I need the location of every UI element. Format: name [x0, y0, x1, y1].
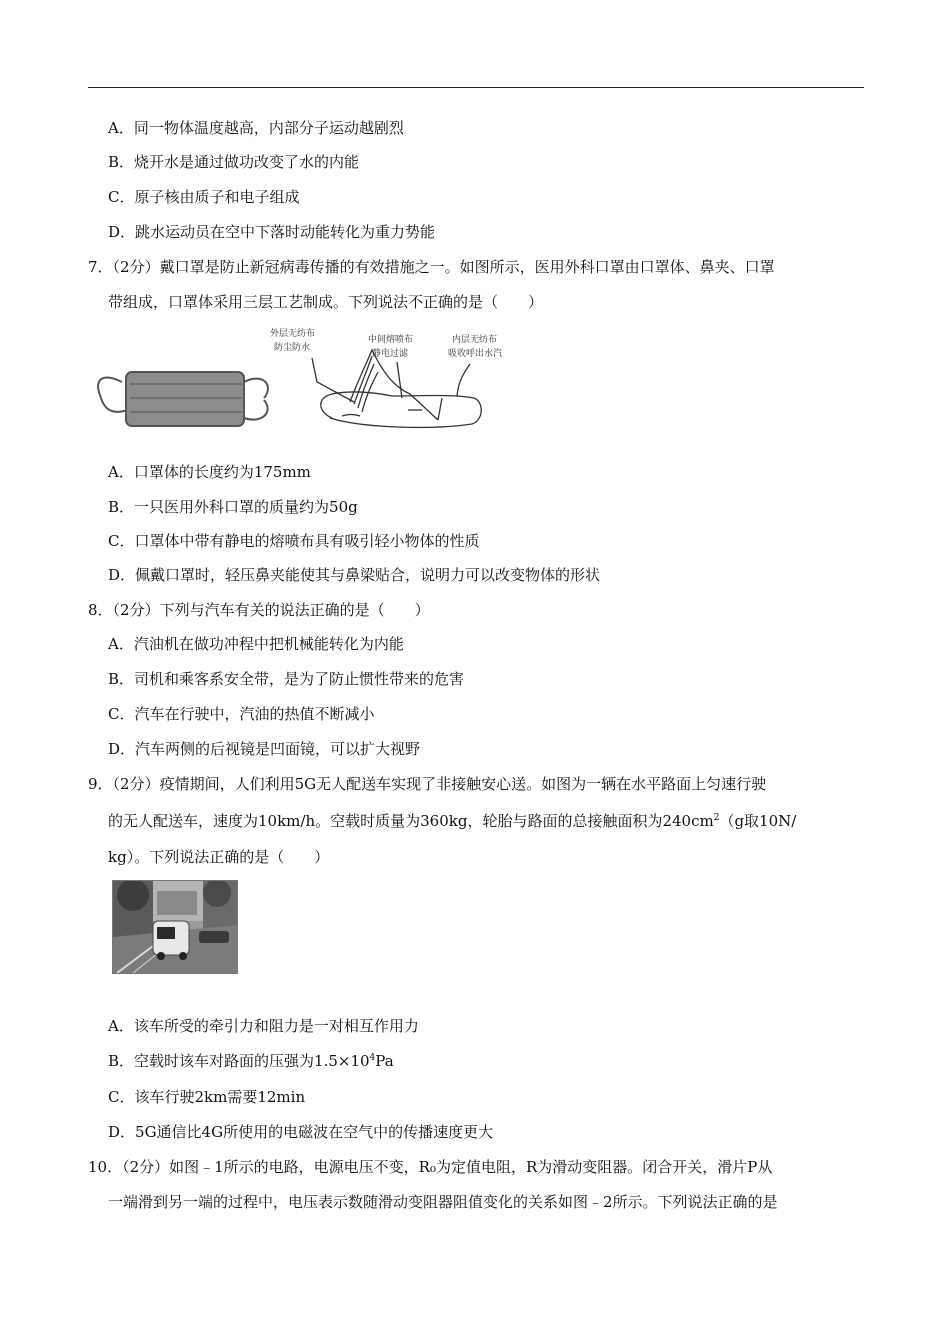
mask-figure: [92, 320, 512, 445]
label-outer-layer-2: 防尘防水: [274, 343, 311, 353]
label-inner-layer-2: 吸收呼出水汽: [448, 349, 503, 359]
q7-option-c: C．口罩体中带有静电的熔喷布具有吸引轻小物体的性质: [108, 532, 480, 550]
q6-option-d: D．跳水运动员在空中下落时动能转化为重力势能: [108, 223, 436, 241]
q7-option-a: A．口罩体的长度约为175mm: [108, 463, 311, 481]
q9-option-c: C．该车行驶2km需要12min: [108, 1088, 306, 1106]
q10-stem-line2: 一端滑到另一端的过程中，电压表示数随滑动变阻器阻值变化的关系如图﹣2所示。下列说法正确的是: [108, 1193, 778, 1211]
q9-option-d: D．5G通信比4G所使用的电磁波在空气中的传播速度更大: [108, 1123, 494, 1141]
q9-stem-line2: 的无人配送车，速度为10km/h。空载时质量为360kg，轮胎与路面的总接触面积为$240cm^2(g$取10N/: [108, 812, 797, 830]
label-outer-layer-1: 外层无纺布: [270, 329, 316, 339]
q6-option-c: C．原子核由质子和电子组成: [108, 188, 300, 206]
q8-stem: 8．（2分）下列与汽车有关的说法正确的是（ ）: [88, 601, 430, 619]
delivery-vehicle-photo: [112, 880, 238, 974]
q9-option-a: A．该车所受的牵引力和阻力是一对相互作用力: [108, 1017, 419, 1035]
q8-option-c: C．汽车在行驶中，汽油的热值不断减小: [108, 705, 375, 723]
delivery-vehicle: [153, 921, 189, 960]
q7-stem-line2: 带组成，口罩体采用三层工艺制成。下列说法不正确的是（ ）: [108, 293, 544, 311]
mask-layer-sketch: [312, 350, 481, 427]
q9-option-b: B．空载时该车对路面的压强为$1.5\times 10^4Pa$: [108, 1052, 394, 1070]
mask-front-view: [98, 372, 268, 426]
q6-option-b: B．烧开水是通过做功改变了水的内能: [108, 153, 360, 171]
q7-option-b: B．一只医用外科口罩的质量约为50g: [108, 498, 358, 516]
label-middle-layer-2: 静电过滤: [372, 349, 409, 359]
label-middle-layer-1: 中间熔喷布: [368, 335, 414, 345]
q7-option-d: D．佩戴口罩时，轻压鼻夹能使其与鼻梁贴合，说明力可以改变物体的形状: [108, 566, 601, 584]
q6-option-a: A．同一物体温度越高，内部分子运动越剧烈: [108, 119, 404, 137]
q8-option-d: D．汽车两侧的后视镜是凹面镜，可以扩大视野: [108, 740, 421, 758]
label-inner-layer-1: 内层无纺布: [452, 335, 498, 345]
q9-stem-line1: 9．（2分）疫情期间，人们利用5G无人配送车实现了非接触安心送。如图为一辆在水平路面上匀速行驶: [88, 775, 767, 793]
q8-option-b: B．司机和乘客系安全带，是为了防止惯性带来的危害: [108, 670, 465, 688]
header-rule: [88, 87, 864, 88]
q8-option-a: A．汽油机在做功冲程中把机械能转化为内能: [108, 635, 404, 653]
q7-stem-line1: 7．（2分）戴口罩是防止新冠病毒传播的有效措施之一。如图所示，医用外科口罩由口罩体、鼻夹、口罩: [88, 258, 775, 276]
q9-stem-line3: kg）。下列说法正确的是（ ）: [108, 848, 330, 866]
q10-stem-line1: 10．（2分）如图﹣1所示的电路，电源电压不变，R₀为定值电阻，R为滑动变阻器。闭合开关，滑片P从: [88, 1158, 773, 1176]
